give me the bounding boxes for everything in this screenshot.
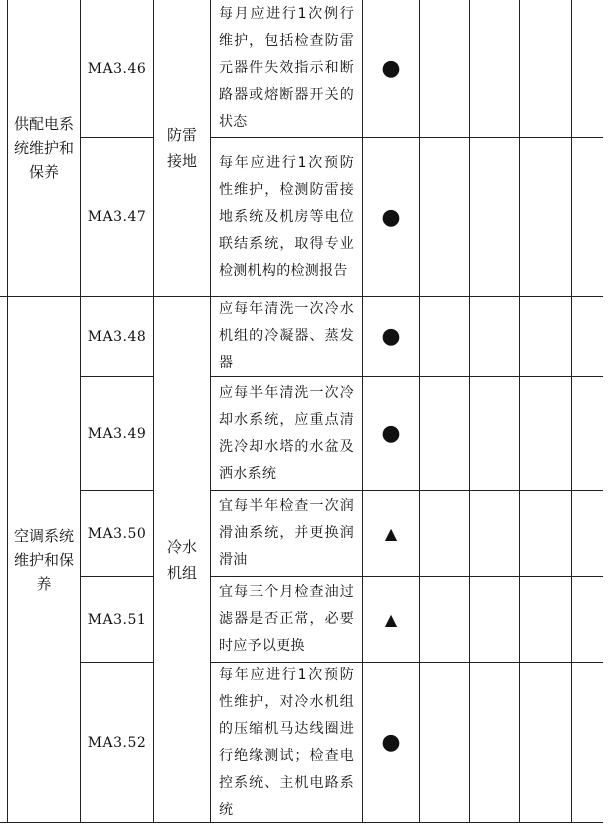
table-left-margin: [0, 0, 8, 297]
blank-cell: [520, 138, 572, 297]
item-cell: 冷水机组: [154, 297, 211, 823]
code-cell: MA3.52: [81, 663, 154, 823]
blank-cell: [470, 297, 520, 377]
blank-cell: [470, 491, 520, 577]
blank-cell: [420, 577, 470, 663]
code-cell: MA3.47: [81, 138, 154, 297]
blank-cell: [520, 663, 572, 823]
requirement-cell: 每年应进行1次预防性维护，对冷水机组的压缩机马达线圈进行绝缘测试；检查电控系统、主机电路系统: [211, 663, 363, 823]
mark-cell: ●: [363, 0, 420, 138]
item-cell: 防雷接地: [154, 0, 211, 297]
code-cell: MA3.51: [81, 577, 154, 663]
blank-cell: [470, 663, 520, 823]
mark-cell: ▲: [363, 491, 420, 577]
mark-cell: ●: [363, 663, 420, 823]
mark-cell: ●: [363, 297, 420, 377]
blank-cell: [572, 0, 603, 138]
blank-cell: [520, 0, 572, 138]
mark-cell: ●: [363, 377, 420, 491]
blank-cell: [572, 663, 603, 823]
mark-cell: ●: [363, 138, 420, 297]
blank-cell: [572, 297, 603, 377]
blank-cell: [470, 0, 520, 138]
blank-cell: [420, 0, 470, 138]
blank-cell: [470, 377, 520, 491]
requirement-cell: 每年应进行1次预防性维护，检测防雷接地系统及机房等电位联结系统，取得专业检测机构的检测报告: [211, 138, 363, 297]
blank-cell: [520, 297, 572, 377]
requirement-cell: 宜每半年检查一次润滑油系统，并更换润滑油: [211, 491, 363, 577]
requirement-cell: 应每半年清洗一次冷却水系统，应重点清洗冷却水塔的水盆及洒水系统: [211, 377, 363, 491]
blank-cell: [420, 663, 470, 823]
category-cell: 空调系统维护和保养: [8, 297, 81, 823]
blank-cell: [520, 491, 572, 577]
blank-cell: [520, 377, 572, 491]
blank-cell: [470, 577, 520, 663]
code-cell: MA3.50: [81, 491, 154, 577]
blank-cell: [420, 297, 470, 377]
code-cell: MA3.48: [81, 297, 154, 377]
blank-cell: [572, 138, 603, 297]
blank-cell: [572, 577, 603, 663]
code-cell: MA3.49: [81, 377, 154, 491]
blank-cell: [572, 377, 603, 491]
requirement-cell: 应每年清洗一次冷水机组的冷凝器、蒸发器: [211, 297, 363, 377]
code-cell: MA3.46: [81, 0, 154, 138]
requirement-cell: 每月应进行1次例行维护，包括检查防雷元器件失效指示和断路器或熔断器开关的状态: [211, 0, 363, 138]
category-cell: 供配电系统维护和保养: [8, 0, 81, 297]
blank-cell: [470, 138, 520, 297]
requirement-cell: 宜每三个月检查油过滤器是否正常，必要时应予以更换: [211, 577, 363, 663]
mark-cell: ▲: [363, 577, 420, 663]
blank-cell: [520, 577, 572, 663]
blank-cell: [420, 491, 470, 577]
table-left-margin: [0, 297, 8, 823]
blank-cell: [420, 138, 470, 297]
blank-cell: [572, 491, 603, 577]
blank-cell: [420, 377, 470, 491]
